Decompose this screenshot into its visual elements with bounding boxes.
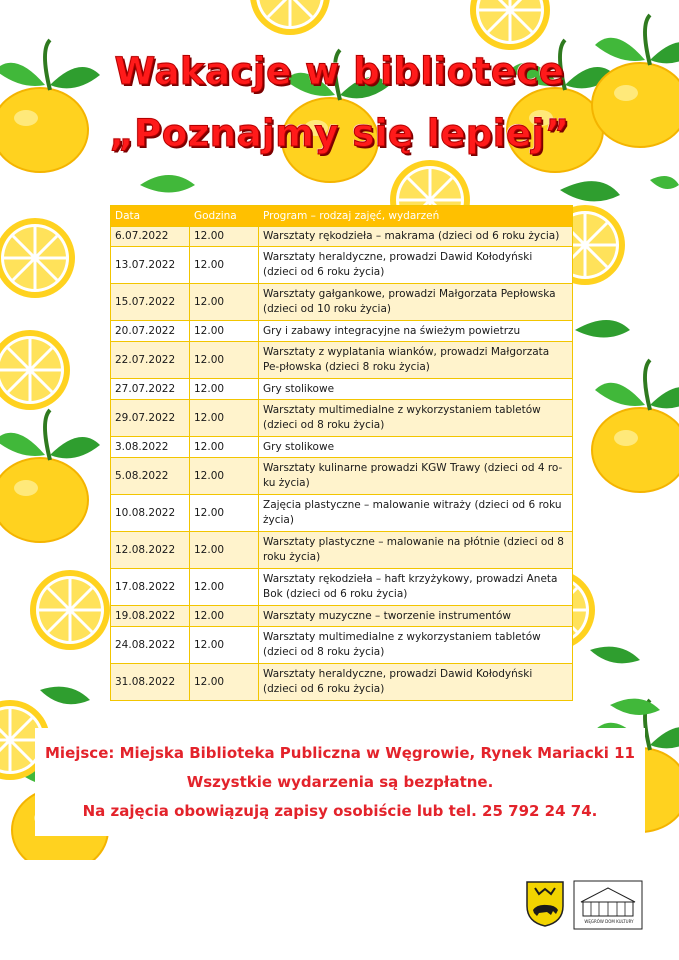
- table-row: [111, 341, 572, 378]
- column-header-date: Data: [115, 209, 141, 222]
- table-header-row: [111, 206, 572, 226]
- schedule-table: [110, 205, 573, 701]
- row-date: 5.08.2022: [111, 458, 190, 494]
- table-row: [111, 494, 572, 531]
- row-program: Warsztaty kulinarne prowadzi KGW Trawy (dzieci od 4 ro-ku życia): [263, 462, 563, 489]
- row-program: Warsztaty heraldyczne, prowadzi Dawid Kołodyński (dzieci od 6 roku życia): [263, 251, 533, 278]
- house-caption: WĘGRÓW DOM KULTURY: [584, 919, 634, 924]
- row-program: Gry i zabawy integracyjne na świeżym powietrzu: [263, 324, 521, 337]
- row-hour: 12.00: [190, 458, 259, 494]
- column-header-program: Program – rodzaj zajęć, wydarzeń: [263, 209, 440, 222]
- info-box: [35, 728, 645, 836]
- location-text: Miejsce: Miejska Biblioteka Publiczna w Węgrowie, Rynek Mariacki 11: [45, 744, 635, 762]
- poster-subtitle: „Poznajmy się lepiej”: [109, 112, 570, 155]
- row-hour: 12.00: [190, 247, 259, 283]
- row-program: Warsztaty muzyczne – tworzenie instrumentów: [263, 609, 511, 622]
- row-hour: 12.00: [190, 606, 259, 626]
- row-date: 15.07.2022: [111, 284, 190, 320]
- row-program: Warsztaty z wyplatania wianków, prowadzi Małgorzata Pe-płowska (dzieci 8 roku życia): [263, 346, 550, 373]
- table-row: [111, 246, 572, 283]
- row-date: 29.07.2022: [111, 400, 190, 436]
- table-row: [111, 378, 572, 399]
- row-hour: 12.00: [190, 379, 259, 399]
- row-date: 17.08.2022: [111, 569, 190, 605]
- coat-of-arms-icon: [525, 880, 565, 928]
- table-row: [111, 436, 572, 457]
- row-hour: 12.00: [190, 321, 259, 341]
- row-program: Gry stolikowe: [263, 440, 335, 453]
- row-date: 19.08.2022: [111, 606, 190, 626]
- table-row: [111, 320, 572, 341]
- row-program: Zajęcia plastyczne – malowanie witraży (dzieci od 6 roku życia): [263, 499, 562, 526]
- row-date: 24.08.2022: [111, 627, 190, 663]
- free-events-text: Wszystkie wydarzenia są bezpłatne.: [186, 773, 494, 791]
- row-date: 20.07.2022: [111, 321, 190, 341]
- table-row: [111, 457, 572, 494]
- row-program: Gry stolikowe: [263, 382, 335, 395]
- row-date: 27.07.2022: [111, 379, 190, 399]
- poster-title: Wakacje w bibliotece: [114, 50, 565, 93]
- row-date: 31.08.2022: [111, 664, 190, 700]
- row-hour: 12.00: [190, 400, 259, 436]
- row-hour: 12.00: [190, 627, 259, 663]
- table-row: [111, 283, 572, 320]
- table-row: [111, 226, 572, 246]
- row-hour: 12.00: [190, 437, 259, 457]
- row-date: 6.07.2022: [111, 227, 190, 246]
- row-date: 12.08.2022: [111, 532, 190, 568]
- row-program: Warsztaty gałgankowe, prowadzi Małgorzata Pepłowska (dzieci od 10 roku życia): [263, 288, 556, 315]
- row-date: 22.07.2022: [111, 342, 190, 378]
- row-date: 13.07.2022: [111, 247, 190, 283]
- row-hour: 12.00: [190, 532, 259, 568]
- table-row: [111, 399, 572, 436]
- row-date: 10.08.2022: [111, 495, 190, 531]
- row-hour: 12.00: [190, 227, 259, 246]
- row-hour: 12.00: [190, 495, 259, 531]
- table-row: [111, 626, 572, 663]
- row-hour: 12.00: [190, 569, 259, 605]
- row-hour: 12.00: [190, 284, 259, 320]
- row-hour: 12.00: [190, 664, 259, 700]
- row-date: 3.08.2022: [111, 437, 190, 457]
- table-row: [111, 663, 572, 700]
- row-program: Warsztaty rękodzieła – haft krzyżykowy, prowadzi Aneta Bok (dzieci od 6 roku życia): [263, 573, 558, 600]
- row-program: Warsztaty rękodzieła – makrama (dzieci od 6 roku życia): [263, 230, 560, 242]
- table-row: [111, 568, 572, 605]
- row-program: Warsztaty plastyczne – malowanie na płótnie (dzieci od 8 roku życia): [263, 536, 564, 563]
- row-hour: 12.00: [190, 342, 259, 378]
- column-header-hour: Godzina: [194, 209, 237, 222]
- row-program: Warsztaty multimedialne z wykorzystaniem tabletów (dzieci od 8 roku życia): [263, 404, 541, 431]
- table-row: [111, 605, 572, 626]
- registration-text: Na zajęcia obowiązują zapisy osobiście lub tel. 25 792 24 74.: [82, 802, 598, 820]
- row-program: Warsztaty multimedialne z wykorzystaniem tabletów (dzieci od 8 roku życia): [263, 631, 541, 658]
- table-row: [111, 531, 572, 568]
- row-program: Warsztaty heraldyczne, prowadzi Dawid Kołodyński (dzieci od 6 roku życia): [263, 668, 533, 695]
